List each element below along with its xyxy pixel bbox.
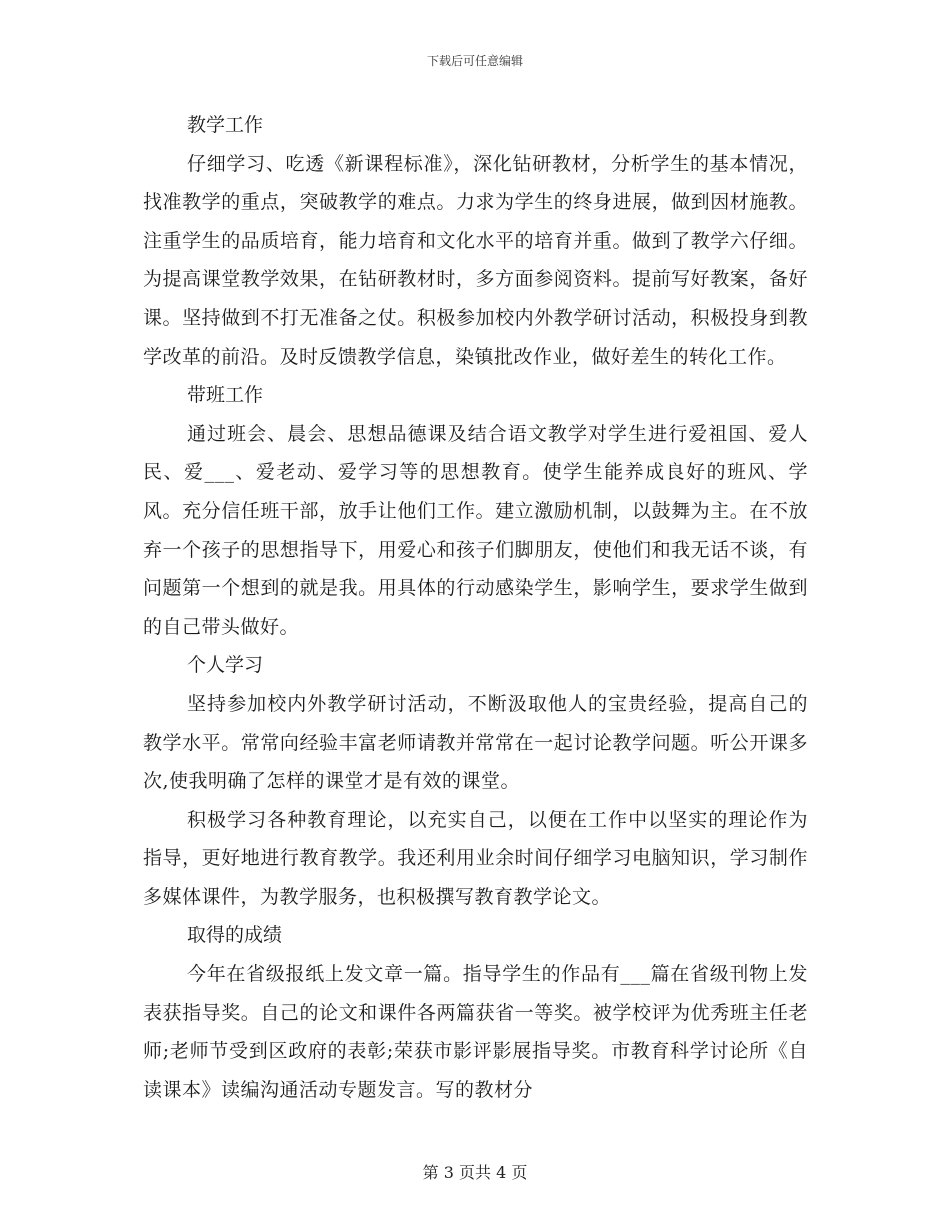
section-paragraph: 积极学习各种教育理论，以充实自己，以便在工作中以坚实的理论作为指导，更好地进行教育教学。我还利用业余时间仔细学习电脑知识，学习制作多媒体课件，为教学服务，也积极撰写教育教学论文。 [143,808,808,908]
section-paragraph: 仔细学习、吃透《新课程标准》，深化钻研教材，分析学生的基本情况，找准教学的重点，突破教学的难点。力求为学生的终身进展，做到因材施教。注重学生的品质培育，能力培育和文化水平的培育并重。做到了教学六仔细。为提高课堂教学效果，在钻研教材时，多方面参阅资料。提前写好教案，备好课。坚持做到不打无准备之仗。积极参加校内外教学研讨活动，积极投身到教学改革的前沿。及时反馈教学信息，染镇批改作业，做好差生的转化工作。 [143,152,808,368]
section-paragraph: 今年在省级报纸上发文章一篇。指导学生的作品有___篇在省级刊物上发表获指导奖。自己的论文和课件各两篇获省一等奖。被学校评为优秀班主任老师;老师节受到区政府的表彰;荣获市影评影展指导奖。市教育科学讨论所《自读课本》读编沟通活动专题发言。写的教材分 [143,963,808,1101]
document-body [143,106,808,1109]
section-heading-achievements: 取得的成绩 [187,924,283,947]
page-footer: 第 3 页共 4 页 [422,1163,528,1182]
section-paragraph: 通过班会、晨会、思想品德课及结合语文教学对学生进行爱祖国、爱人民、爱___、爱老动、爱学习等的思想教育。使学生能养成良好的班风、学风。充分信任班干部，放手让他们工作。建立激励机制，以鼓舞为主。在不放弃一个孩子的思想指导下，用爱心和孩子们脚朋友，使他们和我无话不谈，有问题第一个想到的就是我。用具体的行动感染学生，影响学生，要求学生做到的自己带头做好。 [143,422,808,638]
section-heading-teaching: 教学工作 [187,114,264,136]
section-heading-personal-study: 个人学习 [187,654,264,677]
section-heading-class-management: 带班工作 [187,384,264,407]
page-header: 下载后可任意编辑 [426,54,523,68]
section-paragraph: 坚持参加校内外教学研讨活动，不断汲取他人的宝贵经验，提高自己的教学水平。常常向经验丰富老师请教并常常在一起讨论教学问题。听公开课多次,使我明确了怎样的课堂才是有效的课堂。 [143,692,808,793]
